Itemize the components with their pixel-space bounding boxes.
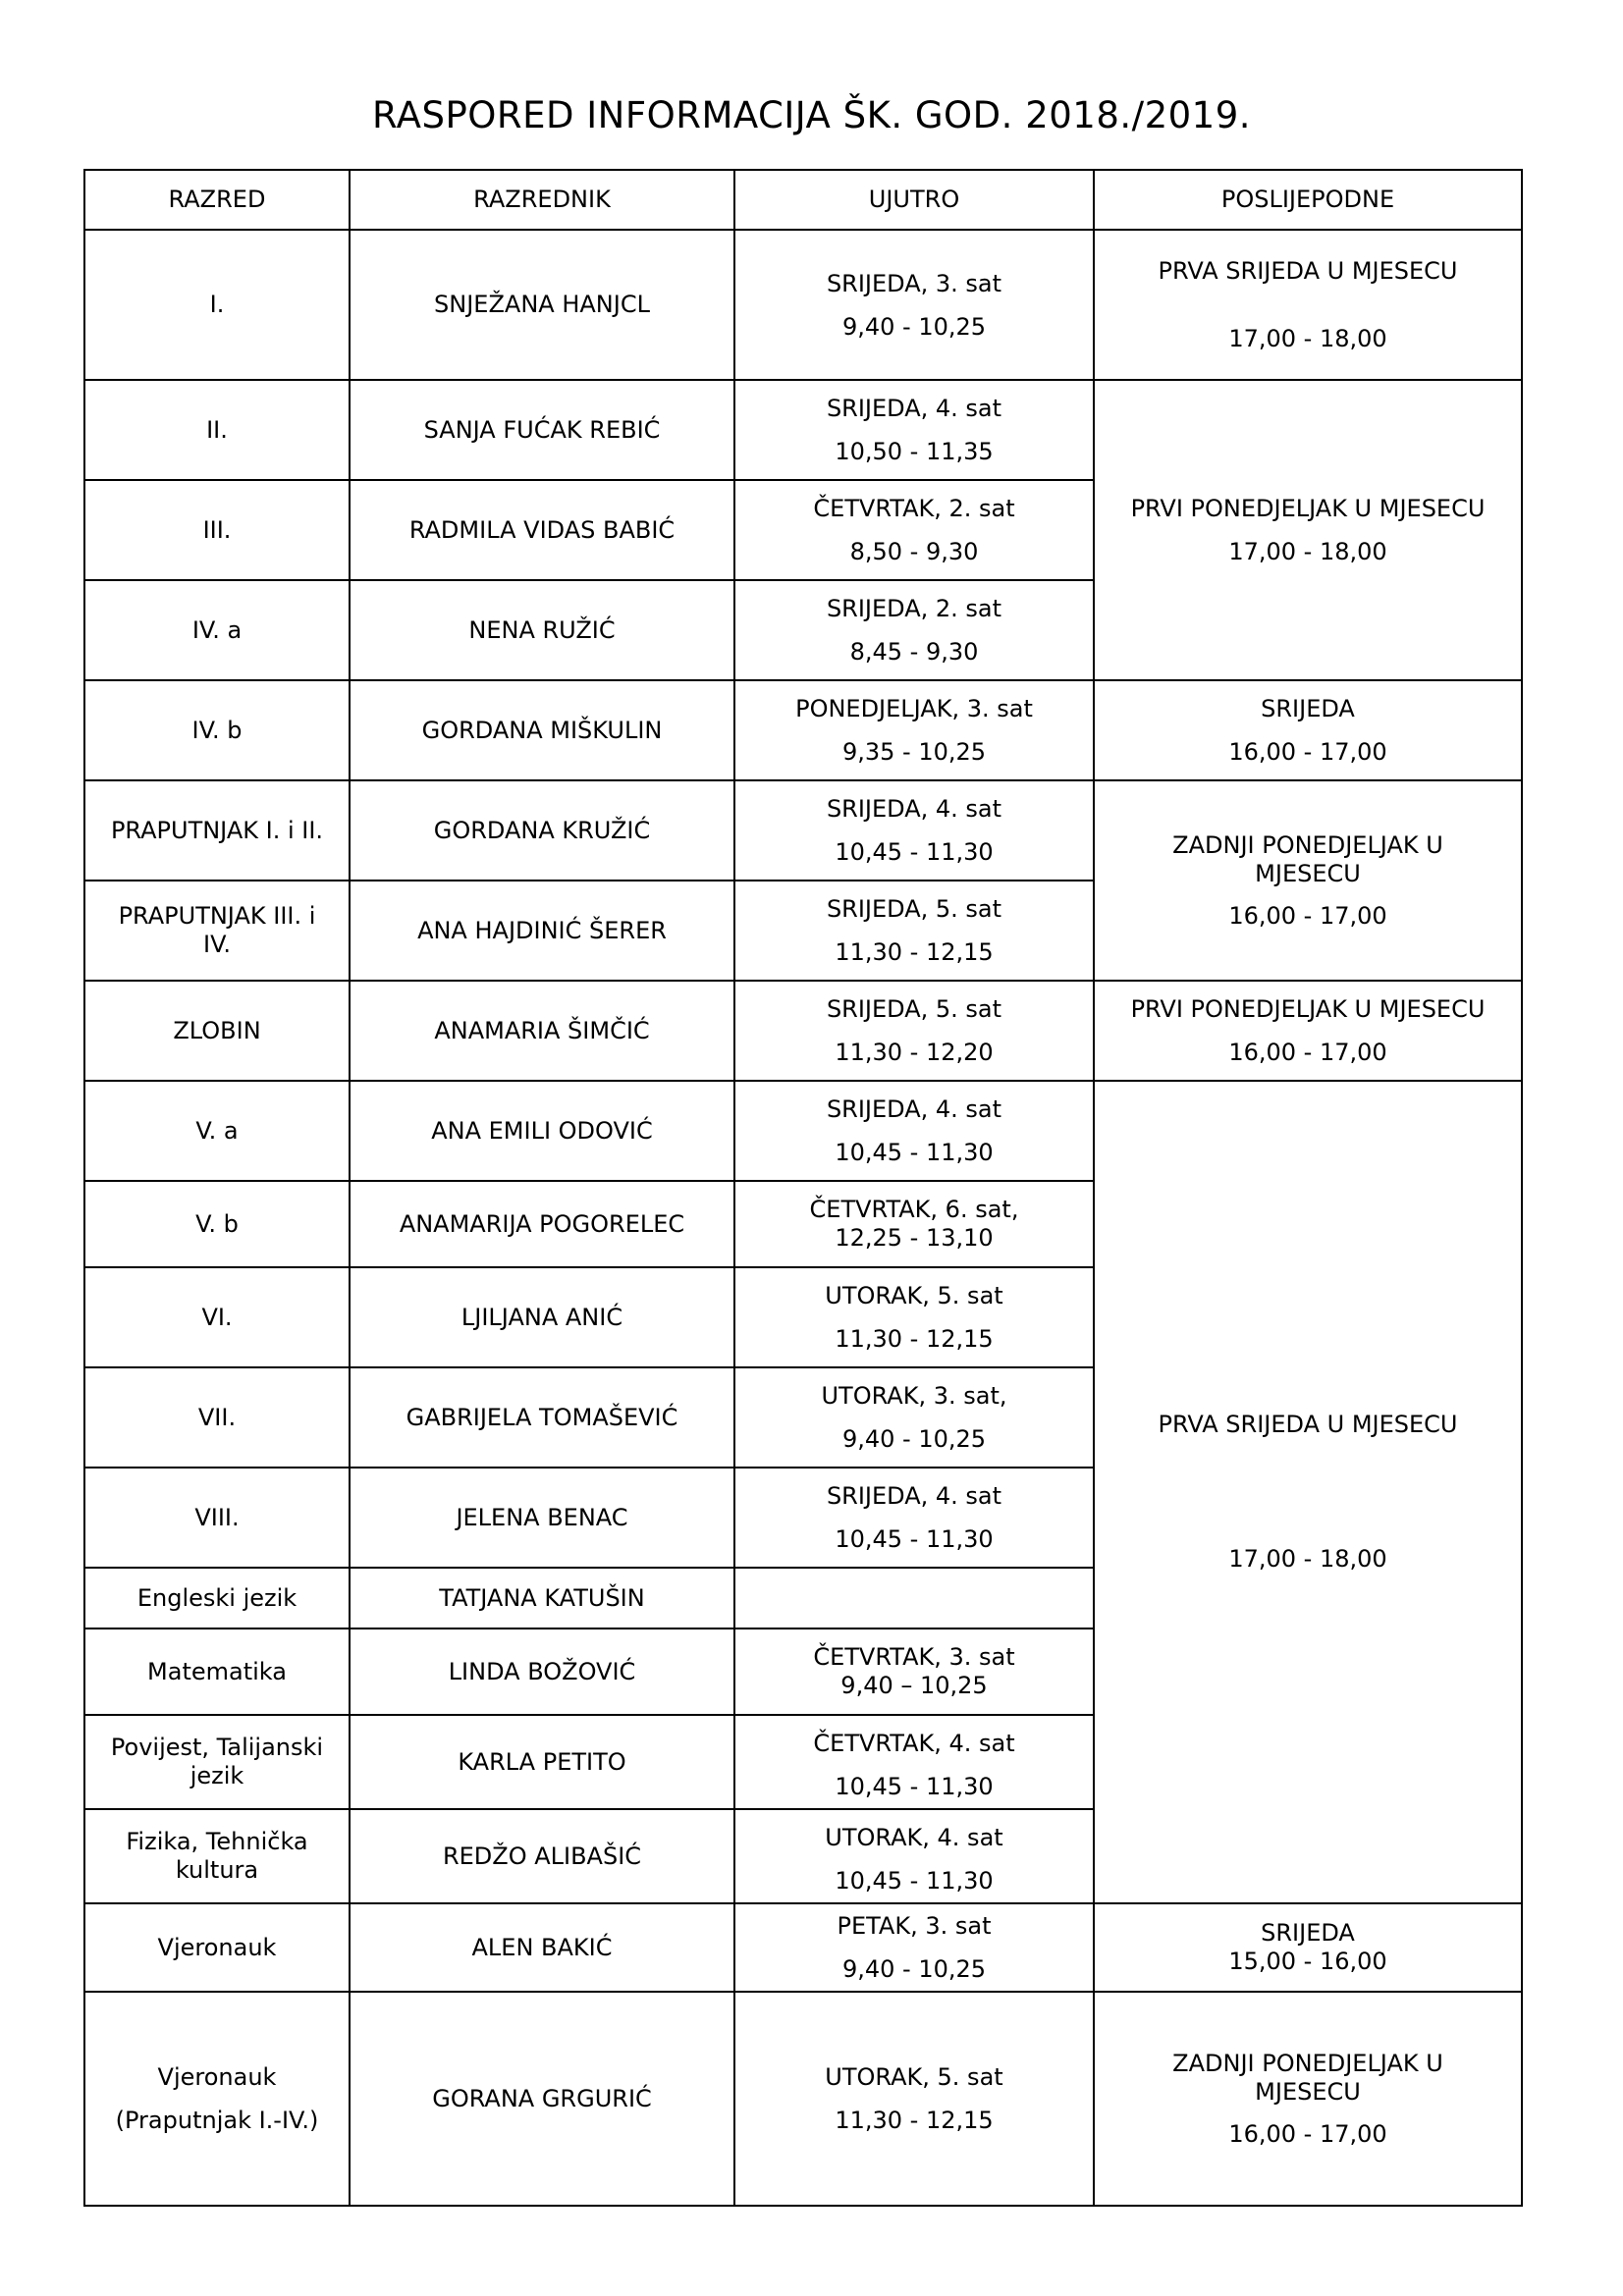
- ujutro-time: 11,30 - 12,15: [835, 1325, 994, 1353]
- razrednik-cell: ANA HAJDINIĆ ŠERER: [350, 881, 734, 981]
- header-row: [84, 170, 1522, 230]
- table-row: [84, 780, 1522, 881]
- razrednik-cell: GORDANA MIŠKULIN: [350, 680, 734, 780]
- poslijepodne-day: PRVA SRIJEDA U MJESECU: [1158, 256, 1458, 285]
- razred-cell: Matematika: [84, 1629, 350, 1715]
- ujutro-cell: [734, 1903, 1094, 1992]
- razrednik-cell: ANA EMILI ODOVIĆ: [350, 1081, 734, 1181]
- table-row: [84, 230, 1522, 380]
- header-razrednik: RAZREDNIK: [350, 170, 734, 230]
- razrednik-cell: TATJANA KATUŠIN: [350, 1568, 734, 1629]
- table-row: [84, 1903, 1522, 1992]
- poslijepodne-time: 16,00 - 17,00: [1228, 1039, 1387, 1066]
- ujutro-day: PETAK, 3. sat: [837, 1912, 992, 1940]
- ujutro-cell: [734, 380, 1094, 480]
- razrednik-cell: ANAMARIA ŠIMČIĆ: [350, 981, 734, 1081]
- poslijepodne-time: 17,00 - 18,00: [1228, 1545, 1387, 1573]
- poslijepodne-day: PRVI PONEDJELJAK U MJESECU: [1130, 495, 1486, 522]
- ujutro-time: 10,50 - 11,35: [835, 438, 994, 465]
- poslijepodne-time: 17,00 - 18,00: [1228, 538, 1387, 565]
- ujutro-cell: [734, 480, 1094, 580]
- razred-cell: VIII.: [84, 1468, 350, 1568]
- razrednik-cell: ALEN BAKIĆ: [350, 1903, 734, 1992]
- poslijepodne-cell: [1094, 680, 1522, 780]
- ujutro-day: ČETVRTAK, 3. sat: [813, 1643, 1015, 1671]
- ujutro-time: 9,40 - 10,25: [841, 1955, 987, 1983]
- ujutro-cell: [734, 1081, 1094, 1181]
- ujutro-cell: [734, 230, 1094, 380]
- ujutro-day: SRIJEDA, 4. sat: [826, 1482, 1002, 1510]
- razrednik-cell: GABRIJELA TOMAŠEVIĆ: [350, 1367, 734, 1468]
- razred-cell: IV. b: [84, 680, 350, 780]
- ujutro-time: 8,45 - 9,30: [849, 638, 979, 666]
- ujutro-day: UTORAK, 5. sat: [825, 2063, 1003, 2091]
- ujutro-time: 10,45 - 11,30: [835, 1867, 994, 1895]
- poslijepodne-day: PRVA SRIJEDA U MJESECU: [1158, 1411, 1458, 1438]
- razred-cell: I.: [84, 230, 350, 380]
- ujutro-day: UTORAK, 3. sat,: [821, 1382, 1007, 1410]
- razred-cell: III.: [84, 480, 350, 580]
- ujutro-day: ČETVRTAK, 2. sat: [813, 495, 1015, 522]
- poslijepodne-cell: [1094, 380, 1522, 680]
- page-title: RASPORED INFORMACIJA ŠK. GOD. 2018./2019.: [371, 94, 1252, 136]
- ujutro-day: SRIJEDA, 4. sat: [826, 1095, 1002, 1123]
- razrednik-cell: LJILJANA ANIĆ: [350, 1267, 734, 1367]
- ujutro-cell: [734, 881, 1094, 981]
- razrednik-cell: JELENA BENAC: [350, 1468, 734, 1568]
- poslijepodne-day: ZADNJI PONEDJELJAK U MJESECU: [1172, 830, 1443, 887]
- ujutro-cell: [734, 1809, 1094, 1903]
- ujutro-cell: [734, 580, 1094, 680]
- ujutro-time: 9,40 – 10,25: [840, 1672, 988, 1699]
- razrednik-cell: NENA RUŽIĆ: [350, 580, 734, 680]
- razrednik-cell: REDŽO ALIBAŠIĆ: [350, 1809, 734, 1903]
- razred-cell: Engleski jezik: [84, 1568, 350, 1629]
- razrednik-cell: LINDA BOŽOVIĆ: [350, 1629, 734, 1715]
- header-ujutro: UJUTRO: [734, 170, 1094, 230]
- ujutro-time: 10,45 - 11,30: [835, 838, 994, 866]
- razred-cell: VI.: [84, 1267, 350, 1367]
- ujutro-day: UTORAK, 4. sat: [825, 1824, 1003, 1851]
- ujutro-time: 12,25 - 13,10: [835, 1224, 994, 1252]
- poslijepodne-time: 16,00 - 17,00: [1228, 2119, 1387, 2148]
- ujutro-time: 10,45 - 11,30: [835, 1525, 994, 1553]
- poslijepodne-time: 17,00 - 18,00: [1228, 324, 1387, 352]
- poslijepodne-time: 16,00 - 17,00: [1228, 901, 1387, 930]
- ujutro-time: 10,45 - 11,30: [835, 1773, 994, 1800]
- ujutro-cell: [734, 1267, 1094, 1367]
- razred-line1: Vjeronauk: [157, 2063, 277, 2091]
- razred-cell: [84, 1992, 350, 2206]
- ujutro-day: SRIJEDA, 5. sat: [826, 895, 1002, 923]
- poslijepodne-cell: [1094, 981, 1522, 1081]
- poslijepodne-cell: [1094, 780, 1522, 981]
- ujutro-time: 10,45 - 11,30: [835, 1139, 994, 1166]
- ujutro-cell: [734, 1367, 1094, 1468]
- ujutro-cell: [734, 1629, 1094, 1715]
- poslijepodne-cell: [1094, 1992, 1522, 2206]
- ujutro-time: 9,40 - 10,25: [841, 1425, 987, 1453]
- poslijepodne-time: 15,00 - 16,00: [1228, 1948, 1387, 1975]
- razred-cell: Fizika, Tehnička kultura: [84, 1809, 350, 1903]
- ujutro-time: 11,30 - 12,20: [835, 1039, 994, 1066]
- table-row: [84, 981, 1522, 1081]
- ujutro-cell: [734, 680, 1094, 780]
- ujutro-cell: [734, 1992, 1094, 2206]
- ujutro-day: SRIJEDA, 4. sat: [826, 795, 1002, 823]
- ujutro-cell: [734, 1181, 1094, 1267]
- ujutro-cell: [734, 780, 1094, 881]
- ujutro-day: UTORAK, 5. sat: [825, 1282, 1003, 1309]
- razred-cell: PRAPUTNJAK I. i II.: [84, 780, 350, 881]
- razrednik-cell: SANJA FUĆAK REBIĆ: [350, 380, 734, 480]
- ujutro-time: 8,50 - 9,30: [849, 538, 979, 565]
- ujutro-cell: [734, 1468, 1094, 1568]
- razred-cell: Vjeronauk: [84, 1903, 350, 1992]
- poslijepodne-cell: [1094, 230, 1522, 380]
- ujutro-day: SRIJEDA, 3. sat: [826, 269, 1002, 297]
- razred-cell: Povijest, Talijanski jezik: [84, 1715, 350, 1809]
- razred-cell: ZLOBIN: [84, 981, 350, 1081]
- razred-cell: VII.: [84, 1367, 350, 1468]
- razred-cell: IV. a: [84, 580, 350, 680]
- razred-cell: V. a: [84, 1081, 350, 1181]
- poslijepodne-day: ZADNJI PONEDJELJAK U MJESECU: [1172, 2049, 1443, 2106]
- ujutro-time: 9,40 - 10,25: [841, 312, 987, 341]
- ujutro-day: ČETVRTAK, 4. sat: [813, 1730, 1015, 1757]
- ujutro-cell: [734, 981, 1094, 1081]
- razrednik-cell: ANAMARIJA POGORELEC: [350, 1181, 734, 1267]
- ujutro-cell: [734, 1715, 1094, 1809]
- ujutro-day: SRIJEDA, 5. sat: [826, 995, 1002, 1023]
- table-row: [84, 1081, 1522, 1181]
- poslijepodne-cell: [1094, 1903, 1522, 1992]
- ujutro-time: 11,30 - 12,15: [835, 2107, 994, 2134]
- razred-cell: PRAPUTNJAK III. i IV.: [84, 881, 350, 981]
- poslijepodne-day: SRIJEDA: [1261, 1919, 1355, 1947]
- poslijepodne-day: SRIJEDA: [1261, 695, 1355, 722]
- ujutro-day: SRIJEDA, 4. sat: [826, 395, 1002, 422]
- ujutro-day: SRIJEDA, 2. sat: [826, 595, 1002, 622]
- razrednik-cell: RADMILA VIDAS BABIĆ: [350, 480, 734, 580]
- ujutro-cell: [734, 1568, 1094, 1629]
- table-row: [84, 680, 1522, 780]
- header-poslijepodne: POSLIJEPODNE: [1094, 170, 1522, 230]
- razrednik-cell: KARLA PETITO: [350, 1715, 734, 1809]
- razrednik-cell: SNJEŽANA HANJCL: [350, 230, 734, 380]
- ujutro-day: PONEDJELJAK, 3. sat: [795, 695, 1033, 722]
- poslijepodne-time: 16,00 - 17,00: [1228, 738, 1387, 766]
- ujutro-time: 11,30 - 12,15: [835, 938, 994, 966]
- poslijepodne-cell: [1094, 1081, 1522, 1903]
- razred-cell: V. b: [84, 1181, 350, 1267]
- poslijepodne-day: PRVI PONEDJELJAK U MJESECU: [1130, 995, 1486, 1023]
- razrednik-cell: GORDANA KRUŽIĆ: [350, 780, 734, 881]
- razrednik-cell: GORANA GRGURIĆ: [350, 1992, 734, 2206]
- schedule-table: [83, 169, 1523, 2207]
- ujutro-time: 9,35 - 10,25: [841, 738, 987, 766]
- razred-cell: II.: [84, 380, 350, 480]
- ujutro-day: ČETVRTAK, 6. sat,: [809, 1196, 1019, 1223]
- header-razred: RAZRED: [84, 170, 350, 230]
- table-row: [84, 380, 1522, 480]
- table-row: [84, 1992, 1522, 2206]
- razred-line2: (Praputnjak I.-IV.): [115, 2107, 319, 2134]
